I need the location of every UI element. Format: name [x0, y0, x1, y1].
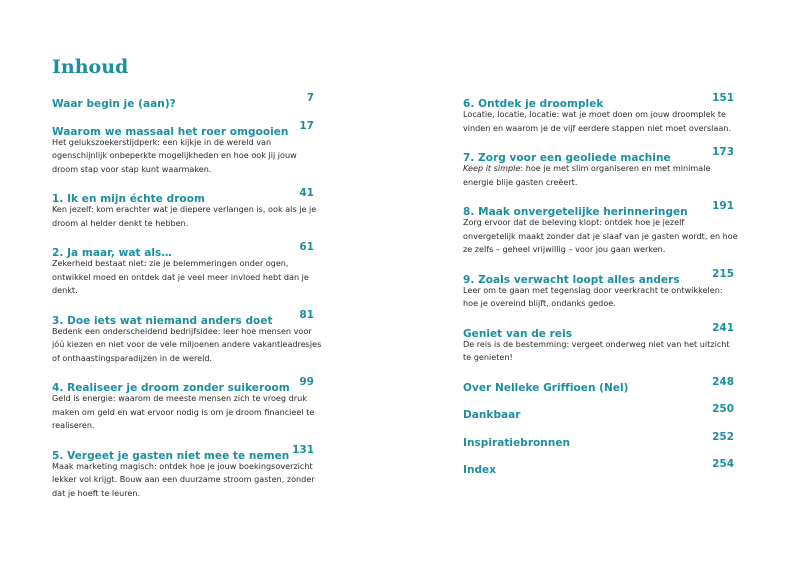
toc-entry[interactable]: [463, 375, 738, 394]
toc-entry[interactable]: [52, 120, 322, 177]
toc-entry-title[interactable]: Over Nelleke Griffioen (Nel): [463, 381, 629, 394]
toc-left-column: [52, 92, 322, 511]
toc-entry-page: 191: [712, 200, 734, 212]
toc-entry-page: 215: [712, 267, 734, 280]
toc-entry[interactable]: [52, 444, 322, 501]
toc-entry[interactable]: [52, 92, 322, 110]
toc-entry-description-text: : hoe je met slim organiseren en met minimale energie blije gasten creëert.: [463, 163, 711, 187]
toc-entry-description: Locatie, locatie, locatie: wat je moet doen om jouw droomplek te vinden en waarom je de vijf eerdere stappen niet moet overslaan.: [463, 109, 732, 133]
toc-entry-description: [463, 162, 738, 189]
toc-entry[interactable]: [463, 268, 738, 311]
toc-entry-title[interactable]: Waarom we massaal het roer omgooien: [52, 125, 289, 138]
toc-entry-description: Maak marketing magisch: ontdek hoe je jouw boekingsoverzicht lekker vol krijgt. Bouw aan een duurzame stroom gasten, zonder dat je hoeft te leuren.: [52, 460, 315, 498]
toc-entry-page: 61: [299, 241, 314, 253]
toc-entry[interactable]: [52, 241, 322, 298]
toc-entry-title[interactable]: 2. Ja maar, wat als…: [52, 247, 172, 259]
toc-right-column: [463, 92, 738, 486]
toc-entry-description: Ken jezelf: kom erachter wat je diepere verlangen is, ook als je je droom al helder denkt te hebben.: [52, 204, 317, 228]
toc-entry-description: Leer om te gaan met tegenslag door veerkracht te ontwikkelen: hoe je overeind blijft, ondanks gedoe.: [463, 284, 723, 308]
toc-entry-title[interactable]: Inspiratiebronnen: [463, 436, 571, 449]
toc-entry-description: Zorg ervoor dat de beleving klopt: ontdek hoe je jezelf onvergetelijk maakt zonder dat je slaaf van je gasten wordt, en hoe ze zelfs – geheel vrijwillig – voor jou gaan werken.: [463, 217, 738, 254]
toc-entry-description: Het gelukszoekerstijdperk: een kijkje in de wereld van ogenschijnlijk onbeperkte mogelijkheden en hoe ook jij jouw droom stap voor stap kunt waarmaken.: [52, 136, 297, 174]
toc-entry-description: De reis is de bestemming: vergeet onderweg niet van het uitzicht te genieten!: [463, 338, 730, 362]
toc-entry-page: 131: [292, 443, 314, 456]
toc-entry-page: 41: [299, 187, 314, 199]
toc-entry-page: 248: [712, 375, 734, 388]
toc-entry[interactable]: [52, 376, 322, 433]
toc-entry-title[interactable]: 8. Maak onvergetelijke herinneringen: [463, 206, 688, 218]
toc-entry-title[interactable]: 7. Zorg voor een geoliede machine: [463, 152, 671, 164]
toc-entry[interactable]: [463, 403, 738, 421]
toc-entry-title[interactable]: 1. Ik en mijn échte droom: [52, 193, 205, 205]
toc-entry-page: 173: [712, 146, 734, 158]
toc-entry-title[interactable]: 6. Ontdek je droomplek: [463, 98, 604, 110]
toc-entry-page: 254: [712, 458, 734, 470]
toc-entry-description: Zekerheid bestaat niet: zie je belemmeringen onder ogen, ontwikkel moed en ontdek dat je veel meer invloed hebt dan je denkt.: [52, 258, 309, 295]
toc-entry-page: 17: [299, 119, 314, 132]
toc-entry[interactable]: [463, 146, 738, 189]
toc-entry-page: 252: [712, 430, 734, 443]
toc-entry-page: 81: [299, 308, 314, 321]
toc-entry-title[interactable]: 4. Realiseer je droom zonder suikeroom: [52, 382, 290, 394]
toc-entry-page: 241: [712, 321, 734, 334]
toc-entry-description-emphasis: Keep it simple: [463, 163, 521, 173]
toc-entry-title[interactable]: 3. Doe iets wat niemand anders doet: [52, 314, 273, 327]
toc-entry[interactable]: [463, 92, 738, 135]
toc-entry-title[interactable]: 9. Zoals verwacht loopt alles anders: [463, 273, 680, 286]
toc-entry-title[interactable]: Waar begin je (aan)?: [52, 98, 176, 110]
toc-entry-page: 99: [299, 376, 314, 388]
toc-entry-title[interactable]: 5. Vergeet je gasten niet mee te nemen: [52, 449, 290, 462]
page-title: Inhoud: [52, 56, 129, 78]
toc-entry[interactable]: [463, 430, 738, 449]
toc-entry[interactable]: [463, 322, 738, 365]
toc-entry[interactable]: [52, 309, 322, 366]
toc-entry-description: Bedenk een onderscheidend bedrijfsidee: leer hoe mensen voor jóú kiezen en niet voor de vele miljoenen andere vakantieadresjes of onthaastingsparadijzen in de wereld.: [52, 325, 322, 363]
toc-entry-title[interactable]: Geniet van de reis: [463, 327, 573, 340]
toc-entry[interactable]: [52, 187, 322, 230]
toc-entry-page: 7: [306, 92, 314, 104]
toc-entry-page: 250: [712, 403, 734, 415]
toc-entry-description: Geld is energie: waarom de meeste mensen zich te vroeg druk maken om geld en wat ervoor nodig is om je droom financieel te realiseren.: [52, 393, 315, 430]
toc-entry-title[interactable]: Dankbaar: [463, 409, 521, 421]
toc-entry-title[interactable]: Index: [463, 464, 497, 476]
toc-entry-page: 151: [712, 92, 734, 104]
toc-entry[interactable]: [463, 458, 738, 476]
toc-entry[interactable]: [463, 200, 738, 257]
